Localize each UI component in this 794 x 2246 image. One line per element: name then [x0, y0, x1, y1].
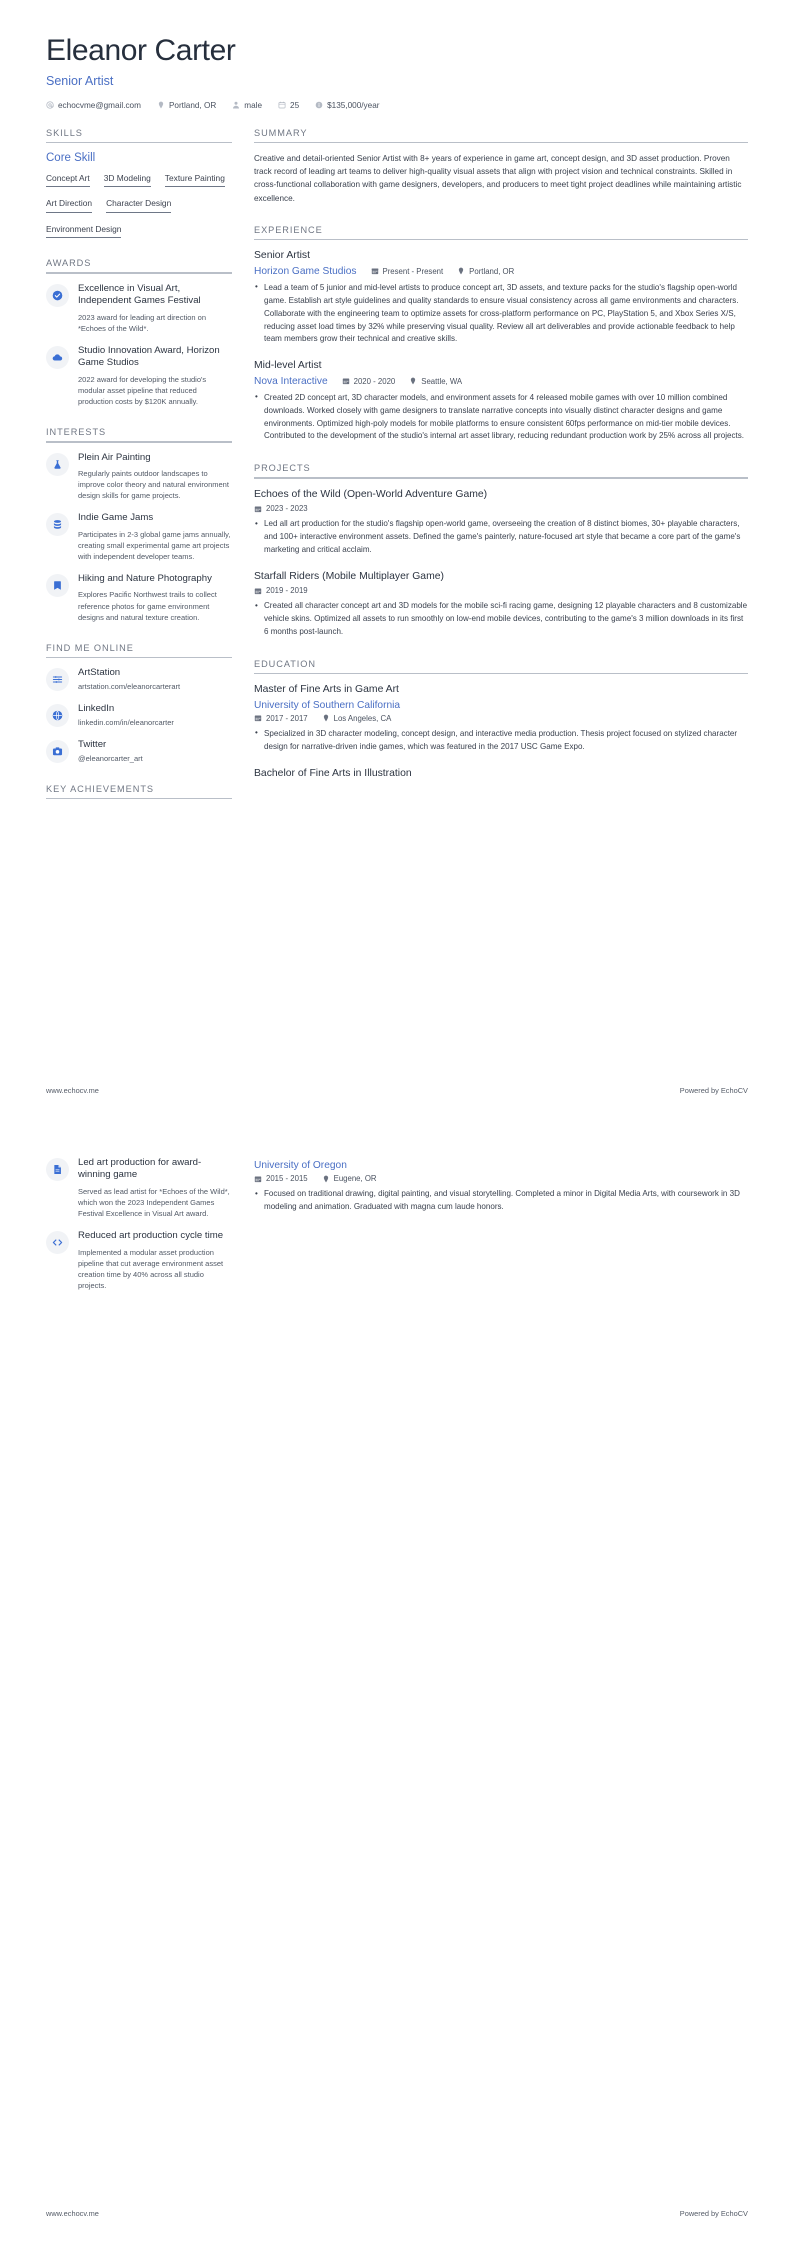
skill-tag: Environment Design [46, 224, 121, 239]
skill-group-name: Core Skill [46, 151, 96, 164]
job-headline: Senior Artist [46, 73, 114, 88]
section-key-achievements-content [46, 1157, 232, 1291]
section-divider [46, 798, 232, 799]
calendar-icon [342, 377, 350, 385]
interest-title: Hiking and Nature Photography [78, 573, 212, 585]
section-title-interests: INTERESTS [46, 427, 107, 438]
project-meta [254, 504, 748, 513]
section-projects [254, 463, 748, 639]
awards-list [46, 283, 232, 407]
education-meta [254, 1160, 748, 1171]
list-item-artstation[interactable] [46, 667, 232, 692]
list-item [46, 573, 232, 623]
resume-body [46, 128, 748, 820]
calendar-icon [254, 1175, 262, 1183]
experience-location [409, 377, 462, 386]
footer-url[interactable]: www.echocv.me [46, 1086, 99, 1095]
camera-icon [46, 740, 69, 763]
online-link[interactable]: linkedin.com/in/eleanorcarter [78, 717, 174, 727]
education-meta-2 [254, 714, 748, 723]
sidebar-column-page-2 [46, 1157, 232, 1311]
list-item-twitter[interactable] [46, 739, 232, 764]
education-degree: Master of Fine Arts in Game Art [254, 684, 399, 696]
education-location [322, 1174, 377, 1183]
section-divider [46, 441, 232, 442]
page-footer [46, 1086, 748, 1095]
experience-bullets [254, 392, 748, 444]
section-awards [46, 258, 232, 407]
calendar-icon [278, 101, 286, 109]
section-title-achievements: KEY ACHIEVEMENTS [46, 784, 154, 795]
resume-body-page-2 [46, 1157, 748, 1311]
online-title: Twitter [78, 739, 107, 751]
project-meta [254, 586, 748, 595]
resume-page-2 [0, 1123, 794, 2246]
education-entry [254, 767, 748, 781]
education-date [254, 714, 308, 723]
section-divider [46, 272, 232, 273]
contact-gender-text: male [244, 100, 263, 110]
skill-tag: Texture Painting [165, 173, 225, 188]
education-school[interactable]: University of Southern California [254, 699, 401, 711]
education-meta-2 [254, 1174, 748, 1183]
sidebar-column [46, 128, 232, 820]
database-icon [46, 513, 69, 536]
section-skills [46, 128, 232, 239]
flask-icon [46, 453, 69, 476]
online-link[interactable]: artstation.com/eleanorcarterart [78, 681, 181, 691]
experience-location-text: Seattle, WA [421, 376, 463, 386]
project-bullets [254, 518, 748, 557]
email-icon [46, 101, 54, 109]
experience-entry [254, 249, 748, 346]
achievement-title: Reduced art production cycle time [78, 1230, 224, 1242]
section-title-summary: SUMMARY [254, 127, 308, 138]
calendar-icon [371, 267, 379, 275]
section-divider [254, 142, 748, 143]
experience-meta [254, 266, 748, 277]
education-bullets [254, 1188, 748, 1214]
award-description: 2022 award for developing the studio's modular asset pipeline that reduced production costs by $120K annually. [78, 374, 207, 407]
project-date [254, 504, 308, 513]
education-entry-continued [254, 1160, 748, 1214]
project-entry [254, 570, 748, 639]
contact-location [157, 101, 216, 110]
contact-email [46, 101, 141, 110]
person-icon [232, 101, 240, 109]
page-footer [46, 2209, 748, 2218]
experience-date-text: 2020 - 2020 [353, 376, 396, 386]
contact-location-text: Portland, OR [168, 100, 217, 110]
main-column-page-2 [254, 1157, 748, 1217]
contact-gender [232, 101, 262, 110]
bookmark-icon [46, 574, 69, 597]
section-divider [254, 239, 748, 240]
location-icon [322, 1175, 330, 1183]
footer-powered-by: Powered by EchoCV [679, 1086, 748, 1095]
interest-description: Explores Pacific Northwest trails to collect reference photos for game environment designs and natural texture creation. [78, 590, 217, 622]
interest-description: Participates in 2-3 global game jams annually, creating small experimental game art projects with independent developer teams. [78, 529, 231, 561]
achievement-description: Served as lead artist for *Echoes of the Wild*, which won the 2023 Independent Games Festival Excellence in Visual Art award. [78, 1186, 230, 1219]
section-title-experience: EXPERIENCE [254, 225, 323, 236]
section-title-projects: PROJECTS [254, 463, 311, 474]
project-date-text: 2023 - 2023 [266, 504, 308, 514]
education-degree: Bachelor of Fine Arts in Illustration [254, 767, 412, 779]
list-item [46, 1157, 232, 1219]
skill-tag-list [46, 173, 232, 239]
experience-job-title: Senior Artist [254, 250, 311, 262]
award-title: Excellence in Visual Art, Independent Games Festival [78, 282, 201, 307]
globe-icon [46, 704, 69, 727]
project-entry [254, 488, 748, 557]
project-bullets [254, 600, 748, 639]
resume-header [46, 34, 748, 110]
education-location-text: Eugene, OR [333, 1174, 377, 1183]
project-date-text: 2019 - 2019 [266, 586, 308, 596]
skill-tag: 3D Modeling [104, 173, 151, 188]
online-list [46, 667, 232, 764]
online-title: LinkedIn [78, 703, 115, 715]
section-title-skills: SKILLS [46, 127, 83, 138]
education-location-text: Los Angeles, CA [333, 713, 392, 723]
footer-url[interactable]: www.echocv.me [46, 2209, 99, 2218]
calendar-icon [254, 505, 262, 513]
info-icon [315, 101, 323, 109]
contact-age-text: 25 [290, 100, 300, 110]
list-item [46, 345, 232, 407]
skill-tag: Character Design [106, 198, 171, 213]
section-key-achievements [46, 784, 232, 799]
section-divider [46, 657, 232, 658]
project-title: Echoes of the Wild (Open-World Adventure Game) [254, 488, 488, 500]
bullet: • Focused on traditional drawing, digital painting, and visual storytelling. Completed a minor in Digital Media Arts, with coursework in 3D modeling and animation. Graduated with magna cum laude honors. [264, 1188, 748, 1214]
interest-title: Plein Air Painting [78, 451, 151, 463]
section-summary [254, 128, 748, 206]
contact-age [278, 101, 299, 110]
education-date-text: 2015 - 2015 [266, 1174, 308, 1183]
education-date [254, 1174, 308, 1183]
list-item [46, 512, 232, 562]
education-entry [254, 683, 748, 753]
calendar-icon [254, 714, 262, 722]
bullet: • Created 2D concept art, 3D character models, and environment assets for 4 released mobile games with over 10 million combined downloads. Worked closely with game designers to translate narrative concepts into visually distinct character designs and game environments. Optimized high-poly models for mobile platforms to ensure consistent 60fps performance on mid-tier mobile devices. Contributed to the development of the studio's internal art asset library, reducing redundant production work by 25% across all projects. [264, 392, 748, 444]
education-school[interactable]: University of Oregon [254, 1160, 347, 1171]
section-title-awards: AWARDS [46, 258, 92, 269]
sliders-icon [46, 668, 69, 691]
location-icon [157, 101, 165, 109]
page-title: Eleanor Carter [46, 34, 236, 67]
section-experience [254, 225, 748, 443]
calendar-icon [254, 587, 262, 595]
section-title-online: FIND ME ONLINE [46, 642, 134, 653]
location-icon [457, 267, 465, 275]
award-title: Studio Innovation Award, Horizon Game Studios [78, 344, 220, 369]
summary-text: Creative and detail-oriented Senior Artist with 8+ years of experience in game art, concept design, and 3D asset production. Proven track record of leading art teams to deliver high-quality visual assets that align with project vision and technical constraints. Skilled in cross-functional collaboration with game designers, developers, and producers to meet tight project deadlines while maintaining artistic excellence. [254, 153, 742, 203]
interest-description: Regularly paints outdoor landscapes to improve color theory and natural environment design skills for game projects. [78, 468, 229, 501]
list-item [46, 452, 232, 502]
location-icon [409, 377, 417, 385]
education-bullets [254, 728, 748, 754]
section-education [254, 659, 748, 780]
experience-date [371, 267, 444, 276]
bullet: • Led all art production for the studio's flagship open-world game, overseeing the creation of 8 distinct biomes, 30+ playable characters, and 100+ interactive environment assets. Defined the game's painterly, nature-focused art style that became a core part of the game's marketing and critical acclaim. [264, 518, 748, 557]
online-title: ArtStation [78, 667, 121, 679]
experience-meta [254, 376, 748, 387]
experience-date [342, 377, 396, 386]
check-circle-icon [46, 284, 69, 307]
achievements-list [46, 1157, 232, 1291]
bullet: • Specialized in 3D character modeling, concept design, and interactive media production. Thesis project focused on stylized character design for narrative-driven indie games, which was featured in the 2017 USC Game Expo. [264, 728, 748, 754]
experience-location [457, 267, 514, 276]
education-meta [254, 700, 748, 711]
contact-row [46, 101, 748, 110]
list-item [46, 1230, 232, 1291]
project-title: Starfall Riders (Mobile Multiplayer Game) [254, 570, 444, 582]
contact-email-text: echocvme@gmail.com [58, 100, 141, 110]
contact-salary-text: $135,000/year [327, 100, 380, 110]
experience-company[interactable]: Nova Interactive [254, 375, 328, 387]
bullet: • Created all character concept art and 3D models for the mobile sci-fi racing game, designing 12 playable characters and 8 customizable vehicle skins. Optimized all assets to run smoothly on low-end mobile devices, contributing to the game's 3 million downloads in its first 6 months post-launch. [264, 600, 748, 639]
contact-salary [315, 101, 379, 110]
footer-powered-by: Powered by EchoCV [679, 2209, 748, 2218]
section-title-education: EDUCATION [254, 658, 316, 669]
achievement-title: Led art production for award-winning game [78, 1157, 202, 1181]
section-divider [254, 673, 748, 674]
section-divider [254, 477, 748, 478]
project-date [254, 586, 308, 595]
interest-title: Indie Game Jams [78, 512, 154, 524]
section-divider [46, 142, 232, 143]
cloud-icon [46, 346, 69, 369]
education-date-text: 2017 - 2017 [266, 713, 308, 723]
document-icon [46, 1158, 69, 1181]
achievement-description: Implemented a modular asset production pipeline that cut average environment asset creation time by 40% across all studio projects. [78, 1247, 224, 1290]
location-icon [322, 714, 330, 722]
code-icon [46, 1231, 69, 1254]
experience-bullets [254, 282, 748, 346]
main-column [254, 128, 748, 801]
experience-entry [254, 359, 748, 443]
experience-job-title: Mid-level Artist [254, 360, 322, 372]
list-item [46, 283, 232, 334]
education-location [322, 714, 392, 723]
online-link[interactable]: @eleanorcarter_art [78, 753, 143, 763]
list-item-linkedin[interactable] [46, 703, 232, 728]
section-find-me-online [46, 643, 232, 764]
experience-company[interactable]: Horizon Game Studios [254, 265, 357, 277]
award-description: 2023 award for leading art direction on *Echoes of the Wild*. [78, 312, 206, 333]
interests-list [46, 452, 232, 623]
skill-tag: Concept Art [46, 173, 90, 188]
skill-tag: Art Direction [46, 198, 92, 213]
experience-date-text: Present - Present [382, 266, 444, 276]
section-interests [46, 427, 232, 623]
bullet: • Lead a team of 5 junior and mid-level artists to produce concept art, 3D assets, and texture packs for the studio's flagship open-world game. Establish art style guidelines and quality standards to ensure visual consistency across all game environments and characters. Collaborate with the engineering team to optimize assets for cross-platform performance on PC, PlayStation 5, and Xbox Series X/S, reducing asset load times by 32% while preserving visual quality. Review all art deliverables and provide actionable feedback to help team members grow their technical and creative skills. [264, 282, 748, 346]
experience-location-text: Portland, OR [469, 266, 515, 276]
